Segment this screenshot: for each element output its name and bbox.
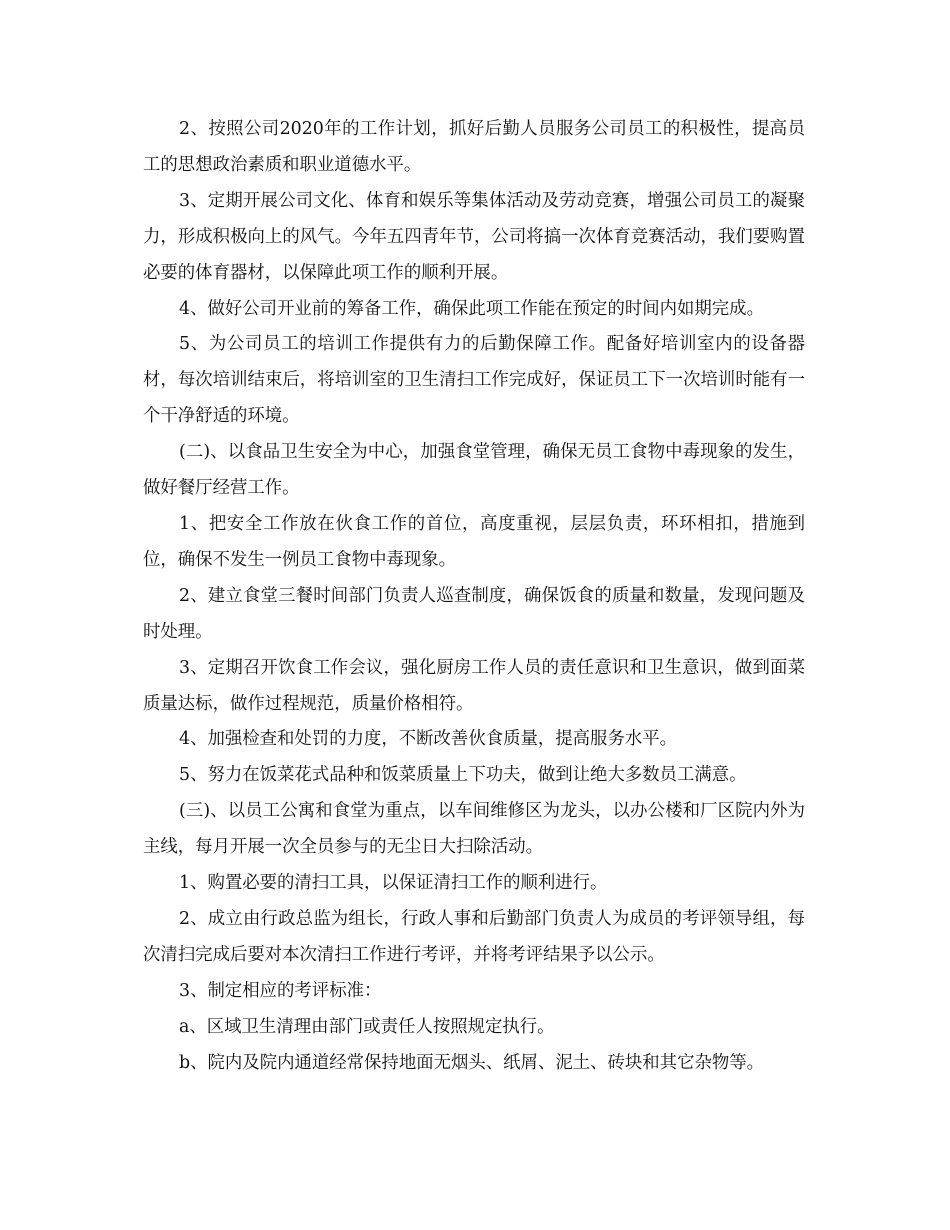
paragraph-11: 2、成立由行政总监为组长，行政人事和后勤部门负责人为成员的考评领导组，每次清扫完成后要对本次清扫工作进行考评，并将考评结果予以公示。 <box>143 908 805 965</box>
section-heading-2: (二)、以食品卫生安全为中心，加强食堂管理，确保无员工食物中毒现象的发生，做好餐厅经营工作。 <box>143 442 805 499</box>
paragraph-13: a、区域卫生清理由部门或责任人按照规定执行。 <box>179 1016 555 1037</box>
paragraph-4: 5、为公司员工的培训工作提供有力的后勤保障工作。配备好培训室内的设备器材，每次培训结束后，将培训室的卫生清扫工作完成好，保证员工下一次培训时能有一个干净舒适的环境。 <box>143 334 805 427</box>
paragraph-1: 2、按照公司2020年的工作计划，抓好后勤人员服务公司员工的积极性，提高员工的思想政治素质和职业道德水平。 <box>143 119 805 175</box>
paragraph-5: 1、把安全工作放在伙食工作的首位，高度重视，层层负责，环环相扣，措施到位，确保不发生一例员工食物中毒现象。 <box>143 513 805 570</box>
paragraph-9: 5、努力在饭菜花式品种和饭菜质量上下功夫，做到让绝大多数员工满意。 <box>179 765 747 786</box>
paragraph-8: 4、加强检查和处罚的力度，不断改善伙食质量，提高服务水平。 <box>179 729 678 750</box>
paragraph-10: 1、购置必要的清扫工具，以保证清扫工作的顺利进行。 <box>179 873 608 894</box>
paragraph-14: b、院内及院内通道经常保持地面无烟头、纸屑、泥土、砖块和其它杂物等。 <box>179 1052 765 1073</box>
section-heading-3: (三)、以员工公寓和食堂为重点，以车间维修区为龙头，以办公楼和厂区院内外为主线，每月开展一次全员参与的无尘日大扫除活动。 <box>143 801 805 858</box>
paragraph-6: 2、建立食堂三餐时间部门负责人巡查制度，确保饭食的质量和数量，发现问题及时处理。 <box>143 585 805 642</box>
document-page <box>143 112 805 1081</box>
paragraph-12: 3、制定相应的考评标准： <box>179 980 382 1001</box>
paragraph-7: 3、定期召开饮食工作会议，强化厨房工作人员的责任意识和卫生意识，做到面菜质量达标，做作过程规范，质量价格相符。 <box>143 657 805 714</box>
paragraph-3: 4、做好公司开业前的筹备工作，确保此项工作能在预定的时间内如期完成。 <box>179 298 764 319</box>
paragraph-2: 3、定期开展公司文化、体育和娱乐等集体活动及劳动竞赛，增强公司员工的凝聚力，形成积极向上的风气。今年五四青年节，公司将搞一次体育竞赛活动，我们要购置必要的体育器材，以保障此项工作的顺利开展。 <box>143 190 805 283</box>
